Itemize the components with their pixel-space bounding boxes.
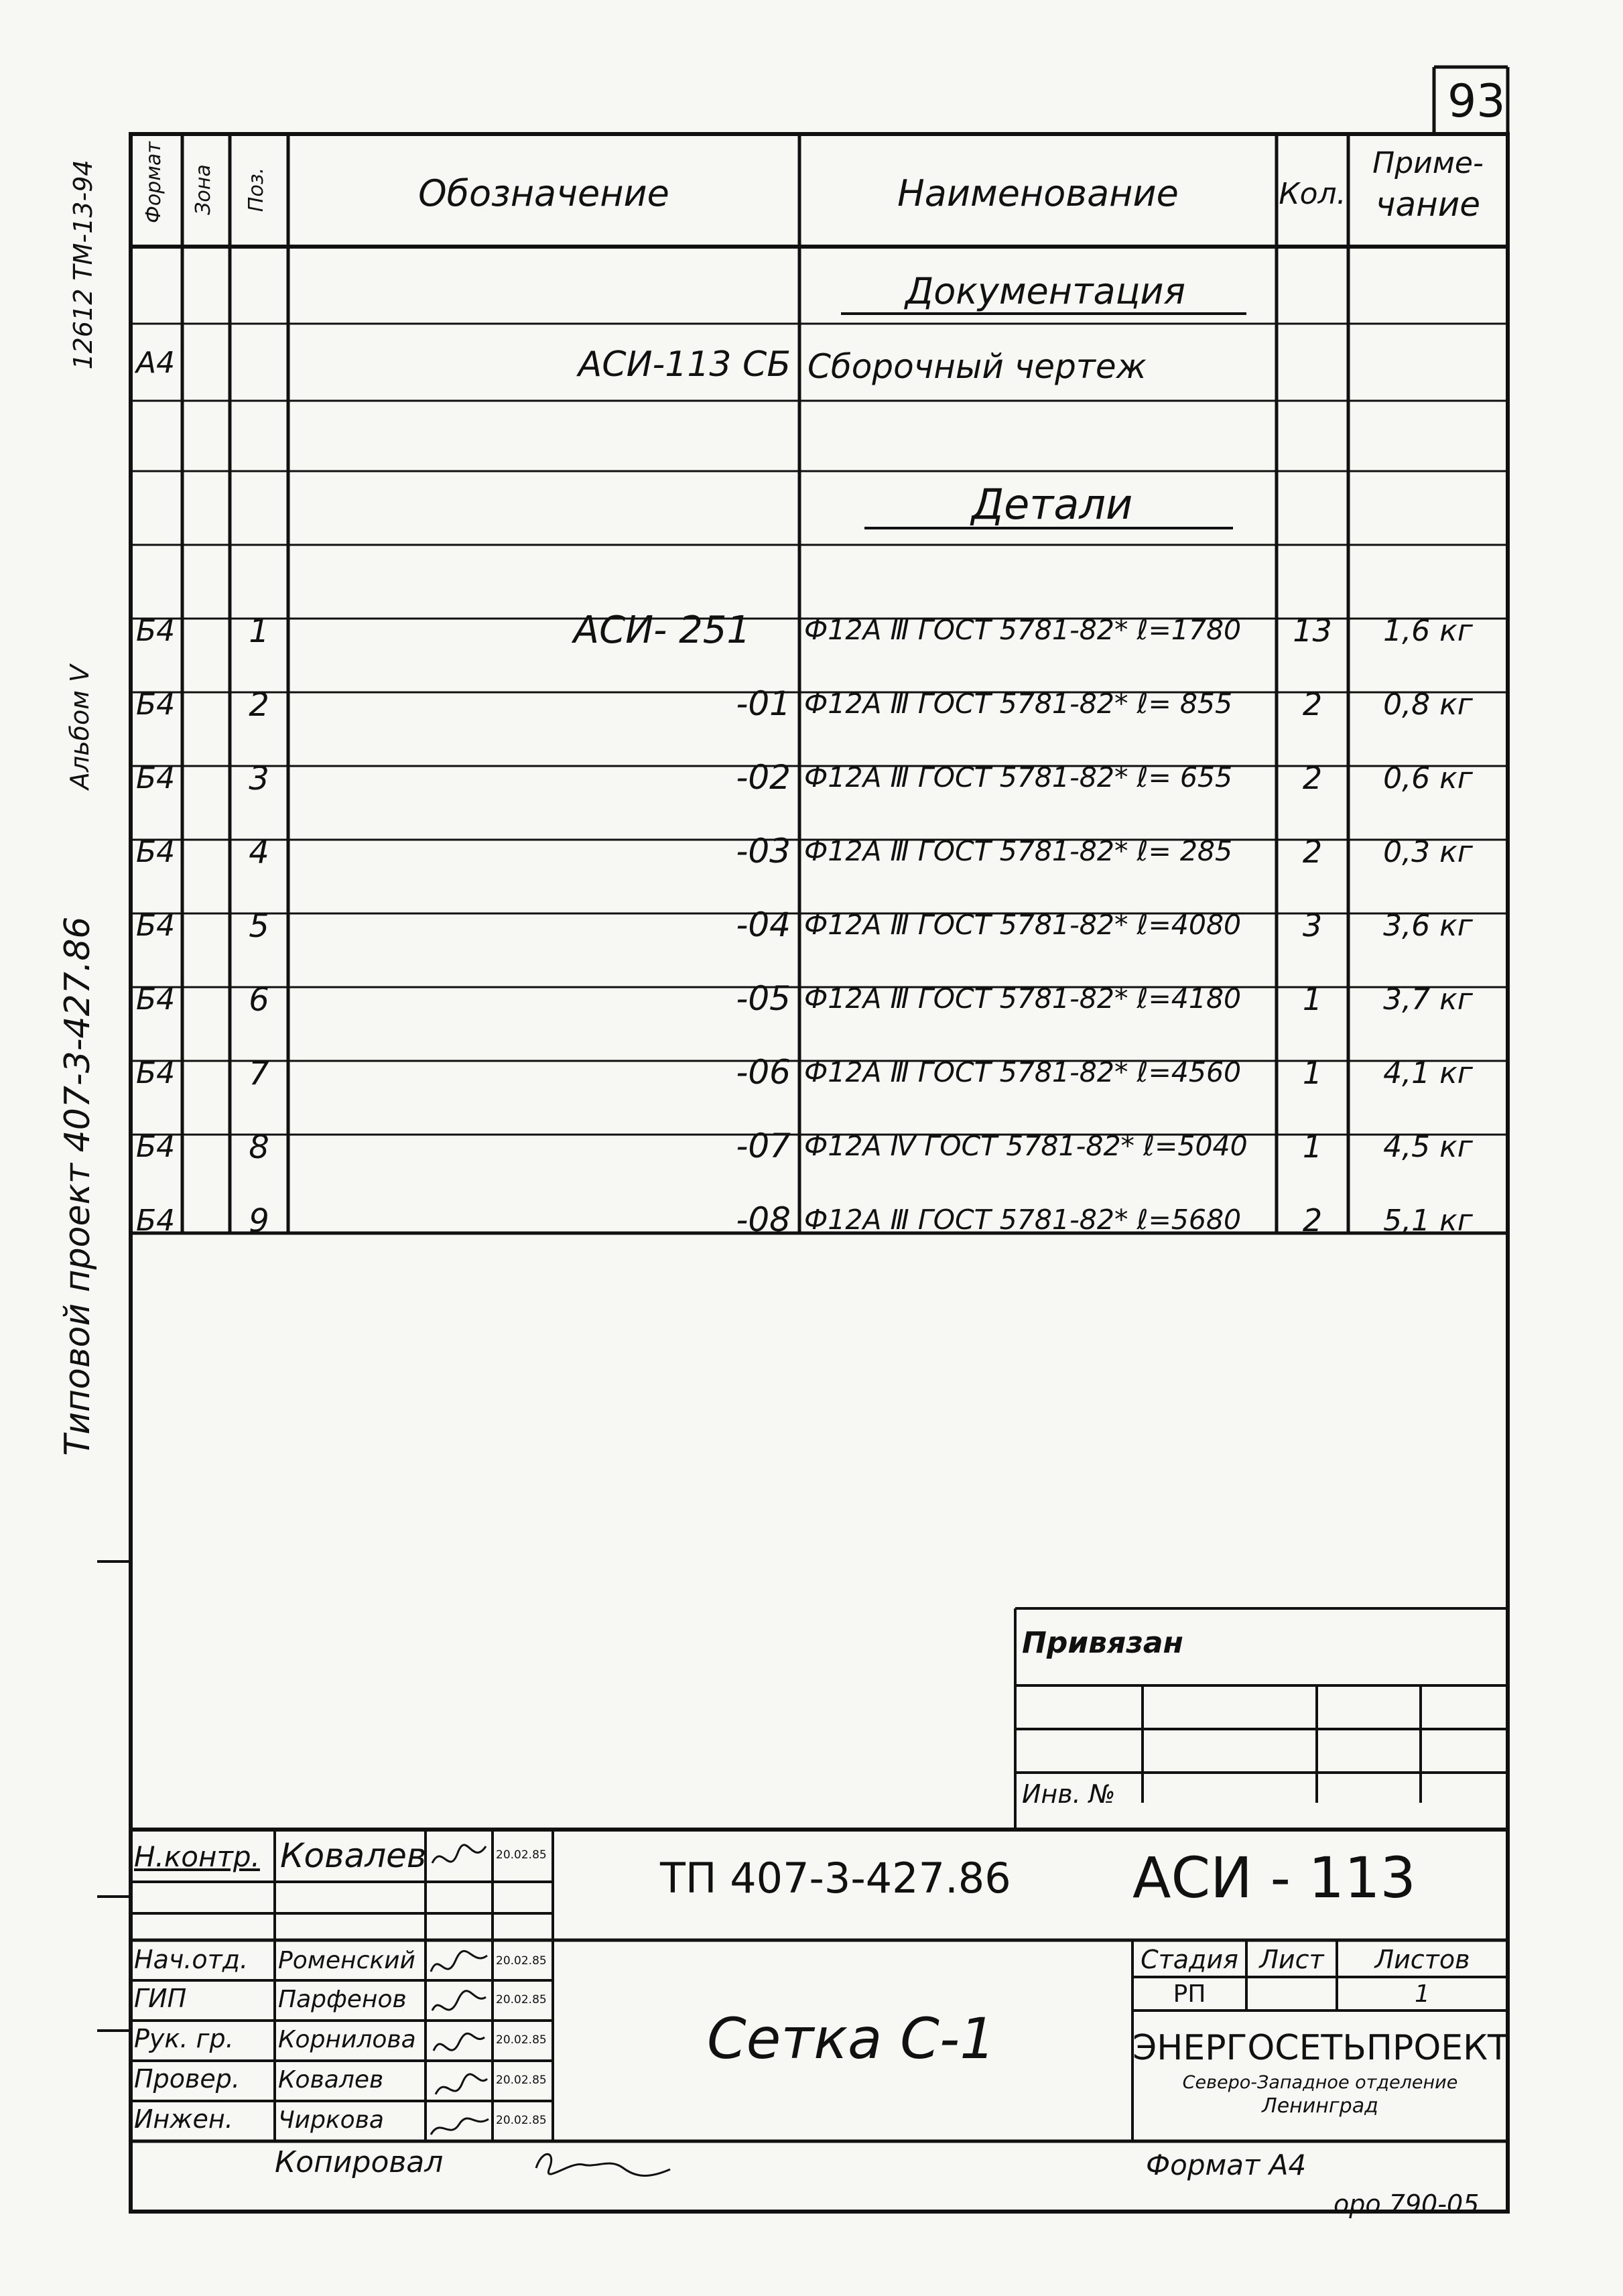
organization-subdivision: Северо-Западное отделение (1182, 2072, 1458, 2093)
role-name: Корнилова (278, 2026, 416, 2053)
row-format: Б4 (136, 909, 176, 943)
row-designation: -01 (736, 684, 791, 723)
row-format: Б4 (136, 1130, 176, 1164)
row-name: Ф12А Ⅲ ГОСТ 5781-82* ℓ=4560 (804, 1056, 1242, 1088)
doc-row-designation: АСИ-113 СБ (578, 344, 791, 385)
copied-by-label: Копировал (275, 2145, 444, 2179)
stage-label: Стадия (1141, 1945, 1238, 1974)
margin-top-code: 12612 ТМ-13-94 (68, 160, 98, 370)
row-format: Б4 (136, 614, 176, 648)
organization-city: Ленинград (1262, 2094, 1378, 2118)
row-pos: 3 (249, 760, 269, 798)
row-qty: 1 (1302, 1129, 1323, 1165)
drawing-title: Сетка С-1 (707, 2006, 996, 2071)
section-details: Детали (971, 480, 1133, 529)
header-note-line1: Приме- (1372, 146, 1484, 180)
header-name: Наименование (897, 172, 1179, 214)
row-qty: 1 (1302, 981, 1323, 1017)
row-note: 1,6 кг (1383, 614, 1473, 648)
role-name: Парфенов (278, 1986, 407, 2013)
margin-project: Типовой проект 407-3-427.86 (58, 916, 98, 1456)
row-note: 4,5 кг (1383, 1130, 1473, 1164)
role-date: 20.02.85 (496, 2074, 547, 2087)
row-pos: 9 (249, 1202, 269, 1240)
header-designation: Обозначение (418, 172, 669, 214)
stage-value: РП (1173, 1980, 1206, 2008)
row-designation: -08 (736, 1200, 791, 1239)
row-designation: -03 (736, 832, 791, 871)
role-date: 20.02.85 (496, 2114, 547, 2127)
page-number: 93 (1447, 75, 1506, 128)
row-designation: -07 (736, 1127, 791, 1165)
page-format: Формат А4 (1146, 2149, 1307, 2181)
sheet-label: Лист (1259, 1945, 1324, 1974)
signature-marks (426, 1830, 493, 2141)
row-format: Б4 (136, 982, 176, 1017)
row-format: Б4 (136, 1056, 176, 1090)
row-note: 0,6 кг (1383, 761, 1473, 795)
header-qty: Кол. (1279, 177, 1346, 211)
section-documentation: Документация (905, 270, 1185, 312)
row-designation: -06 (736, 1053, 791, 1092)
row-qty: 2 (1302, 686, 1323, 722)
row-name: Ф12А Ⅲ ГОСТ 5781-82* ℓ=4180 (804, 982, 1242, 1015)
row-name: Ф12А Ⅲ ГОСТ 5781-82* ℓ= 855 (804, 688, 1233, 720)
row-pos: 4 (249, 834, 269, 871)
row-pos: 8 (249, 1129, 269, 1166)
role-name: Чиркова (278, 2106, 384, 2134)
row-qty: 2 (1302, 760, 1323, 796)
row-designation: АСИ- 251 (573, 609, 751, 652)
role-date: 20.02.85 (496, 1993, 547, 2006)
role-label: Нач.отд. (134, 1945, 249, 1974)
doc-row-format: А4 (136, 346, 176, 380)
role-label: Инжен. (134, 2104, 233, 2134)
row-format: Б4 (136, 1204, 176, 1238)
row-note: 3,7 кг (1383, 982, 1473, 1017)
row-qty: 2 (1302, 1202, 1323, 1238)
row-name: Ф12А Ⅳ ГОСТ 5781-82* ℓ=5040 (804, 1130, 1248, 1162)
doc-row-name: Сборочный чертеж (807, 347, 1147, 386)
archive-code: оро 790-05 (1334, 2189, 1480, 2219)
row-pos: 6 (249, 981, 269, 1019)
document-code: АСИ - 113 (1132, 1845, 1416, 1911)
role-label: Н.контр. (134, 1840, 260, 1873)
row-note: 5,1 кг (1383, 1204, 1473, 1238)
row-name: Ф12А Ⅲ ГОСТ 5781-82* ℓ=4080 (804, 909, 1242, 941)
row-designation: -04 (736, 905, 791, 944)
margin-album: Альбом V (65, 664, 94, 790)
organization-name: ЭНЕРГОСЕТЬПРОЕКТ (1132, 2028, 1509, 2068)
row-format: Б4 (136, 761, 176, 795)
row-qty: 13 (1293, 613, 1332, 649)
row-format: Б4 (136, 688, 176, 722)
header-zone: Зона (192, 164, 215, 215)
row-name: Ф12А Ⅲ ГОСТ 5781-82* ℓ= 655 (804, 761, 1233, 793)
header-note-line2: чание (1375, 185, 1481, 224)
row-note: 3,6 кг (1383, 909, 1473, 943)
row-qty: 2 (1302, 834, 1323, 870)
header-pos: Поз. (245, 167, 268, 212)
copier-signature (529, 2141, 677, 2188)
row-pos: 5 (249, 907, 269, 945)
role-date: 20.02.85 (496, 1954, 547, 1968)
role-label: ГИП (134, 1984, 187, 2013)
row-note: 0,3 кг (1383, 835, 1473, 869)
row-qty: 3 (1302, 907, 1323, 944)
role-name: Ковалев (280, 1836, 427, 1875)
privyazan-label: Привязан (1022, 1626, 1183, 1660)
role-date: 20.02.85 (496, 1848, 547, 1862)
row-format: Б4 (136, 835, 176, 869)
row-designation: -02 (736, 758, 791, 797)
role-date: 20.02.85 (496, 2033, 547, 2047)
row-pos: 2 (249, 686, 269, 724)
row-name: Ф12А Ⅲ ГОСТ 5781-82* ℓ= 285 (804, 835, 1233, 867)
role-label: Провер. (134, 2064, 240, 2094)
row-note: 0,8 кг (1383, 688, 1473, 722)
row-pos: 1 (249, 613, 269, 650)
row-name: Ф12А Ⅲ ГОСТ 5781-82* ℓ=5680 (804, 1204, 1242, 1236)
row-name: Ф12А Ⅲ ГОСТ 5781-82* ℓ=1780 (804, 614, 1242, 646)
inventory-number-label: Инв. № (1022, 1779, 1116, 1809)
role-name: Ковалев (278, 2066, 384, 2094)
row-designation: -05 (736, 979, 791, 1018)
project-code: ТП 407-3-427.86 (660, 1854, 1011, 1903)
row-qty: 1 (1302, 1055, 1323, 1091)
role-name: Роменский (278, 1947, 415, 1974)
row-note: 4,1 кг (1383, 1056, 1473, 1090)
sheets-value: 1 (1415, 1980, 1430, 2008)
role-label: Рук. гр. (134, 2024, 234, 2053)
sheets-label: Листов (1374, 1945, 1470, 1974)
row-pos: 7 (249, 1055, 269, 1092)
header-format: Формат (142, 141, 166, 223)
